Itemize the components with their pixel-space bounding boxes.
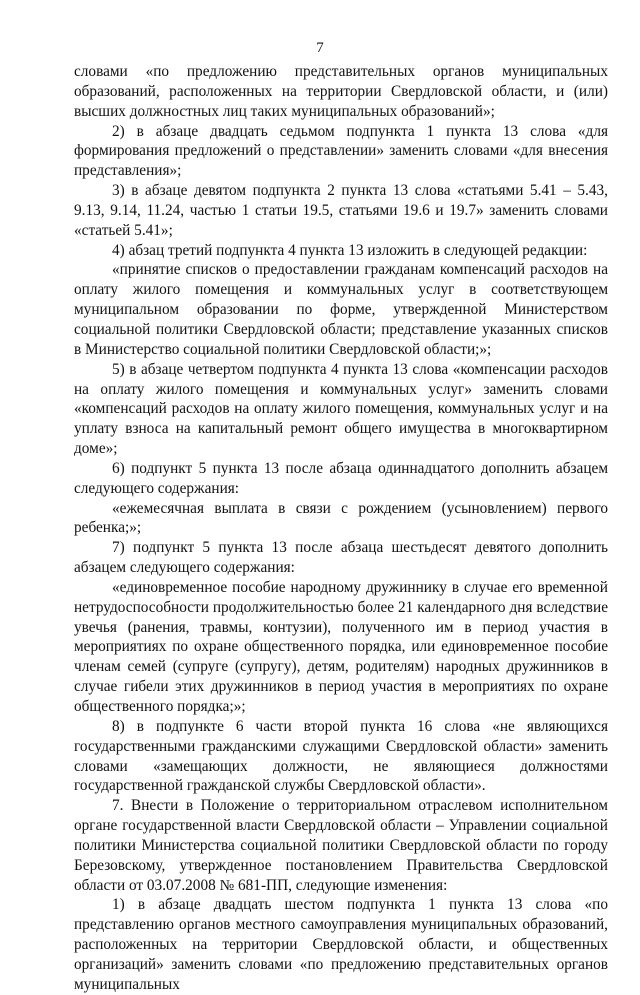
paragraph: 7) подпункт 5 пункта 13 после абзаца шестьдесят девятого дополнить абзацем следующего содержания: — [74, 539, 608, 577]
page-number: 7 — [316, 40, 324, 56]
paragraph: 8) в подпункте 6 части второй пункта 16 слова «не являющихся государственными гражданскими служащими Свердловской области» заменить словами «замещающих должности, не являющиеся должностями государственной гражданской службы Свердловской области». — [74, 717, 608, 795]
paragraph: 5) в абзаце четвертом подпункта 4 пункта 13 слова «компенсации расходов на оплату жилого помещения и коммунальных услуг» заменить словами «компенсаций расходов на оплату жилого помещения, коммунальных услуг и на уплату взноса на капитальный ремонт общего имущества в многоквартирном доме»; — [74, 360, 608, 458]
paragraph: 2) в абзаце двадцать седьмом подпункта 1 пункта 13 слова «для формирования предложений о представлении» заменить словами «для внесения представления»; — [74, 122, 608, 180]
paragraph: «единовременное пособие народному дружиннику в случае его временной нетрудоспособности продолжительностью более 21 календарного дня вследствие увечья (ранения, травмы, контузии), полученного им в период участия в мероприятиях по охране общественного порядка, или единовременное пособие членам семей (супруге (супругу), детям, родителям) народных дружинников в случае гибели этих дружинников в период участия в мероприятиях по охране общественного порядка;»; — [74, 578, 608, 715]
paragraph: словами «по предложению представительных органов муниципальных образований, расположенных на территории Свердловской области, и (или) высших должностных лиц таких муниципальных образований»; — [74, 63, 608, 120]
paragraph: 1) в абзаце двадцать шестом подпункта 1 пункта 13 слова «по представлению органов местного самоуправления муниципальных образований, расположенных на территории Свердловской области, и общественных организаций» заменить словами «по предложению представительных органов муниципальных — [74, 896, 608, 993]
document-body — [74, 62, 608, 995]
paragraph: 3) в абзаце девятом подпункта 2 пункта 13 слова «статьями 5.41 – 5.43, 9.13, 9.14, 11.24, частью 1 статьи 19.5, статьями 19.6 и 19.7» заменить словами «статьей 5.41»; — [74, 182, 608, 239]
paragraph: 6) подпункт 5 пункта 13 после абзаца одиннадцатого дополнить абзацем следующего содержания: — [74, 459, 608, 497]
paragraph: «принятие списков о предоставлении гражданам компенсаций расходов на оплату жилого помещения и коммунальных услуг в соответствующем муниципальном образовании по форме, утвержденной Министерством социальной политики Свердловской области; представление указанных списков в Министерство социальной политики Свердловской области;»; — [74, 261, 608, 358]
paragraph: 4) абзац третий подпункта 4 пункта 13 изложить в следующей редакции: — [112, 241, 588, 259]
paragraph: «ежемесячная выплата в связи с рождением (усыновлением) первого ребенка;»; — [74, 499, 608, 537]
paragraph: 7. Внести в Положение о территориальном отраслевом исполнительном органе государственной власти Свердловской области – Управлении социальной политики Министерства социальной политики Свердловской области по городу Березовскому, утвержденное постановлением Правительства Свердловской области от 03.07.2008 № 681-ПП, следующие изменения: — [74, 797, 608, 894]
